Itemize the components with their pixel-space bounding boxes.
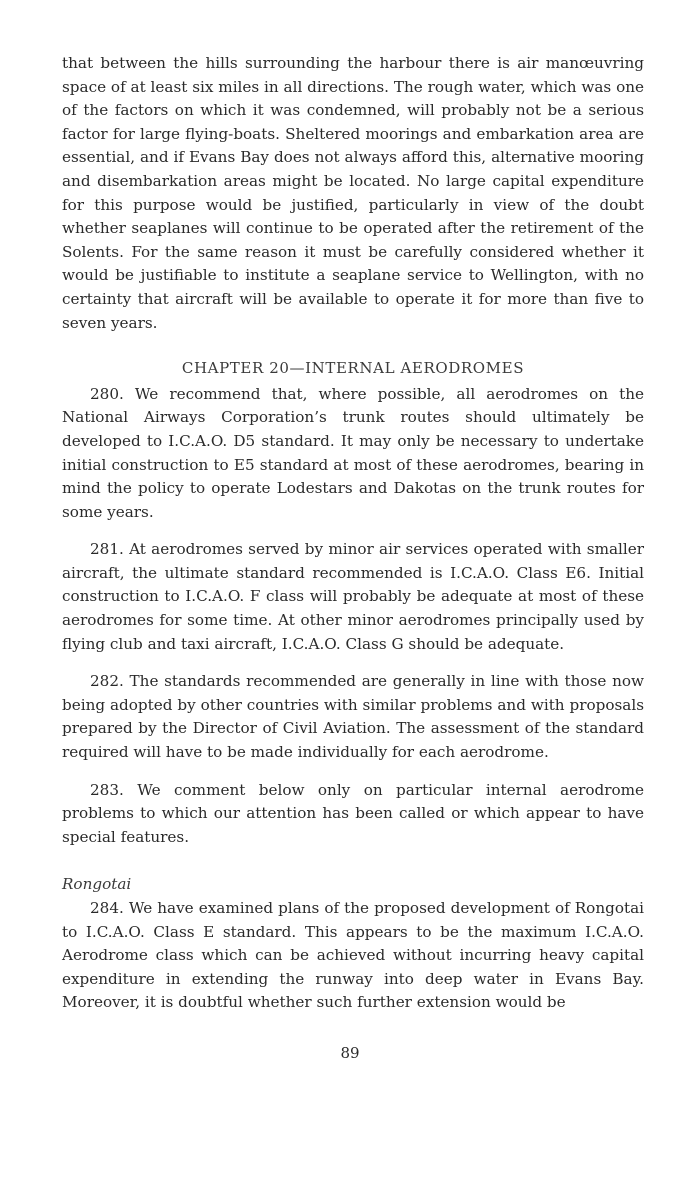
chapter-heading: CHAPTER 20—INTERNAL AERODROMES bbox=[181, 359, 525, 378]
paragraph-continued: that between the hills surrounding the harbour there is air manœuvring space of at least six miles in all directions. The rough water, which was one of the factors on which it was condemned, will probably not be a serious factor for large flying-boats. Sheltered moorings and embarkation area are essential, and if Evans Bay does not always afford this, alternative mooring and disembarkation areas might be located. No large capital expenditure for this purpose would be justified, particularly in view of the doubt whether seaplanes will continue to be operated after the retirement of the Solents. For the same reason it must be carefully considered whether it would be justifiable to institute a seaplane service to Wellington, with no certainty that aircraft will be available to operate it for more than five to seven years. bbox=[62, 54, 644, 332]
paragraph-281: 281. At aerodromes served by minor air services operated with smaller aircraft, the ultimate standard recommended is I.C.A.O. Class E6. Initial construction to I.C.A.O. F class will probably be adequate at most of these aerodromes for some time. At other minor aerodromes principally used by flying club and taxi aircraft, I.C.A.O. Class G should be adequate. bbox=[62, 540, 644, 653]
section-heading-rongotai: Rongotai bbox=[62, 875, 132, 894]
page-number: 89 bbox=[340, 1044, 360, 1062]
paragraph-280: 280. We recommend that, where possible, all aerodromes on the National Airways Corporation’s trunk routes should ultimately be developed to I.C.A.O. D5 standard. It may only be necessary to undertake initial construction to E5 standard at most of these aerodromes, bearing in mind the policy to operate Lodestars and Dakotas on the trunk routes for some years. bbox=[62, 384, 644, 521]
paragraph-284: 284. We have examined plans of the proposed development of Rongotai to I.C.A.O. Class E standard. This appears to be the maximum I.C.A.O. Aerodrome class which can be achieved without incurring heavy capital expenditure in extending the runway into deep water in Evans Bay. Moreover, it is doubtful whether such further extension would be bbox=[62, 899, 644, 1012]
document-page bbox=[62, 52, 644, 1015]
paragraph-283: 283. We comment below only on particular internal aerodrome problems to which our attention has been called or which appear to have special features. bbox=[62, 780, 644, 846]
paragraph-282: 282. The standards recommended are generally in line with those now being adopted by other countries with similar problems and with proposals prepared by the Director of Civil Aviation. The assessment of the standard required will have to be made individually for each aerodrome. bbox=[62, 672, 644, 762]
